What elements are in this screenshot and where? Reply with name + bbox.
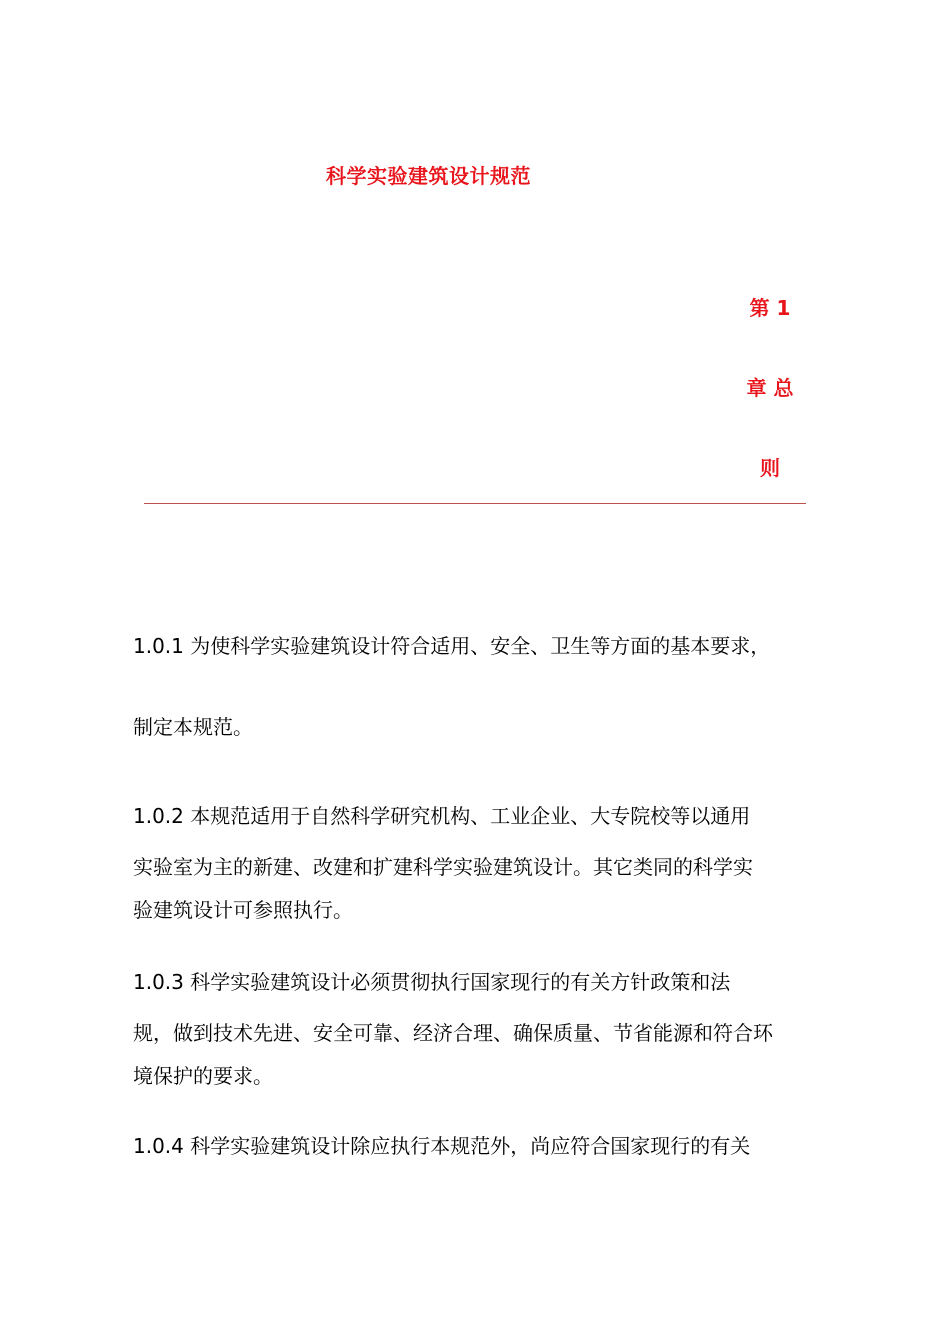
chapter-heading-line: 则 — [760, 456, 780, 480]
paragraph-line: 1.0.3 科学实验建筑设计必须贯彻执行国家现行的有关方针政策和法 — [133, 970, 731, 994]
paragraph-line: 1.0.4 科学实验建筑设计除应执行本规范外，尚应符合国家现行的有关 — [133, 1134, 751, 1158]
paragraph-line: 规，做到技术先进、安全可靠、经济合理、确保质量、节省能源和符合环 — [133, 1021, 773, 1045]
chapter-divider — [144, 503, 806, 504]
paragraph-line: 1.0.1 为使科学实验建筑设计符合适用、安全、卫生等方面的基本要求， — [133, 634, 771, 658]
paragraph-line: 制定本规范。 — [133, 715, 253, 739]
paragraph-line: 实验室为主的新建、改建和扩建科学实验建筑设计。其它类同的科学实 — [133, 855, 753, 879]
chapter-heading-line: 第 1 — [749, 296, 791, 320]
paragraph-line: 1.0.2 本规范适用于自然科学研究机构、工业企业、大专院校等以通用 — [133, 804, 751, 828]
paragraph-line: 验建筑设计可参照执行。 — [133, 898, 353, 922]
paragraph-line: 境保护的要求。 — [133, 1064, 273, 1088]
document-title: 科学实验建筑设计规范 — [326, 164, 531, 188]
chapter-heading-line: 章 总 — [746, 376, 794, 400]
